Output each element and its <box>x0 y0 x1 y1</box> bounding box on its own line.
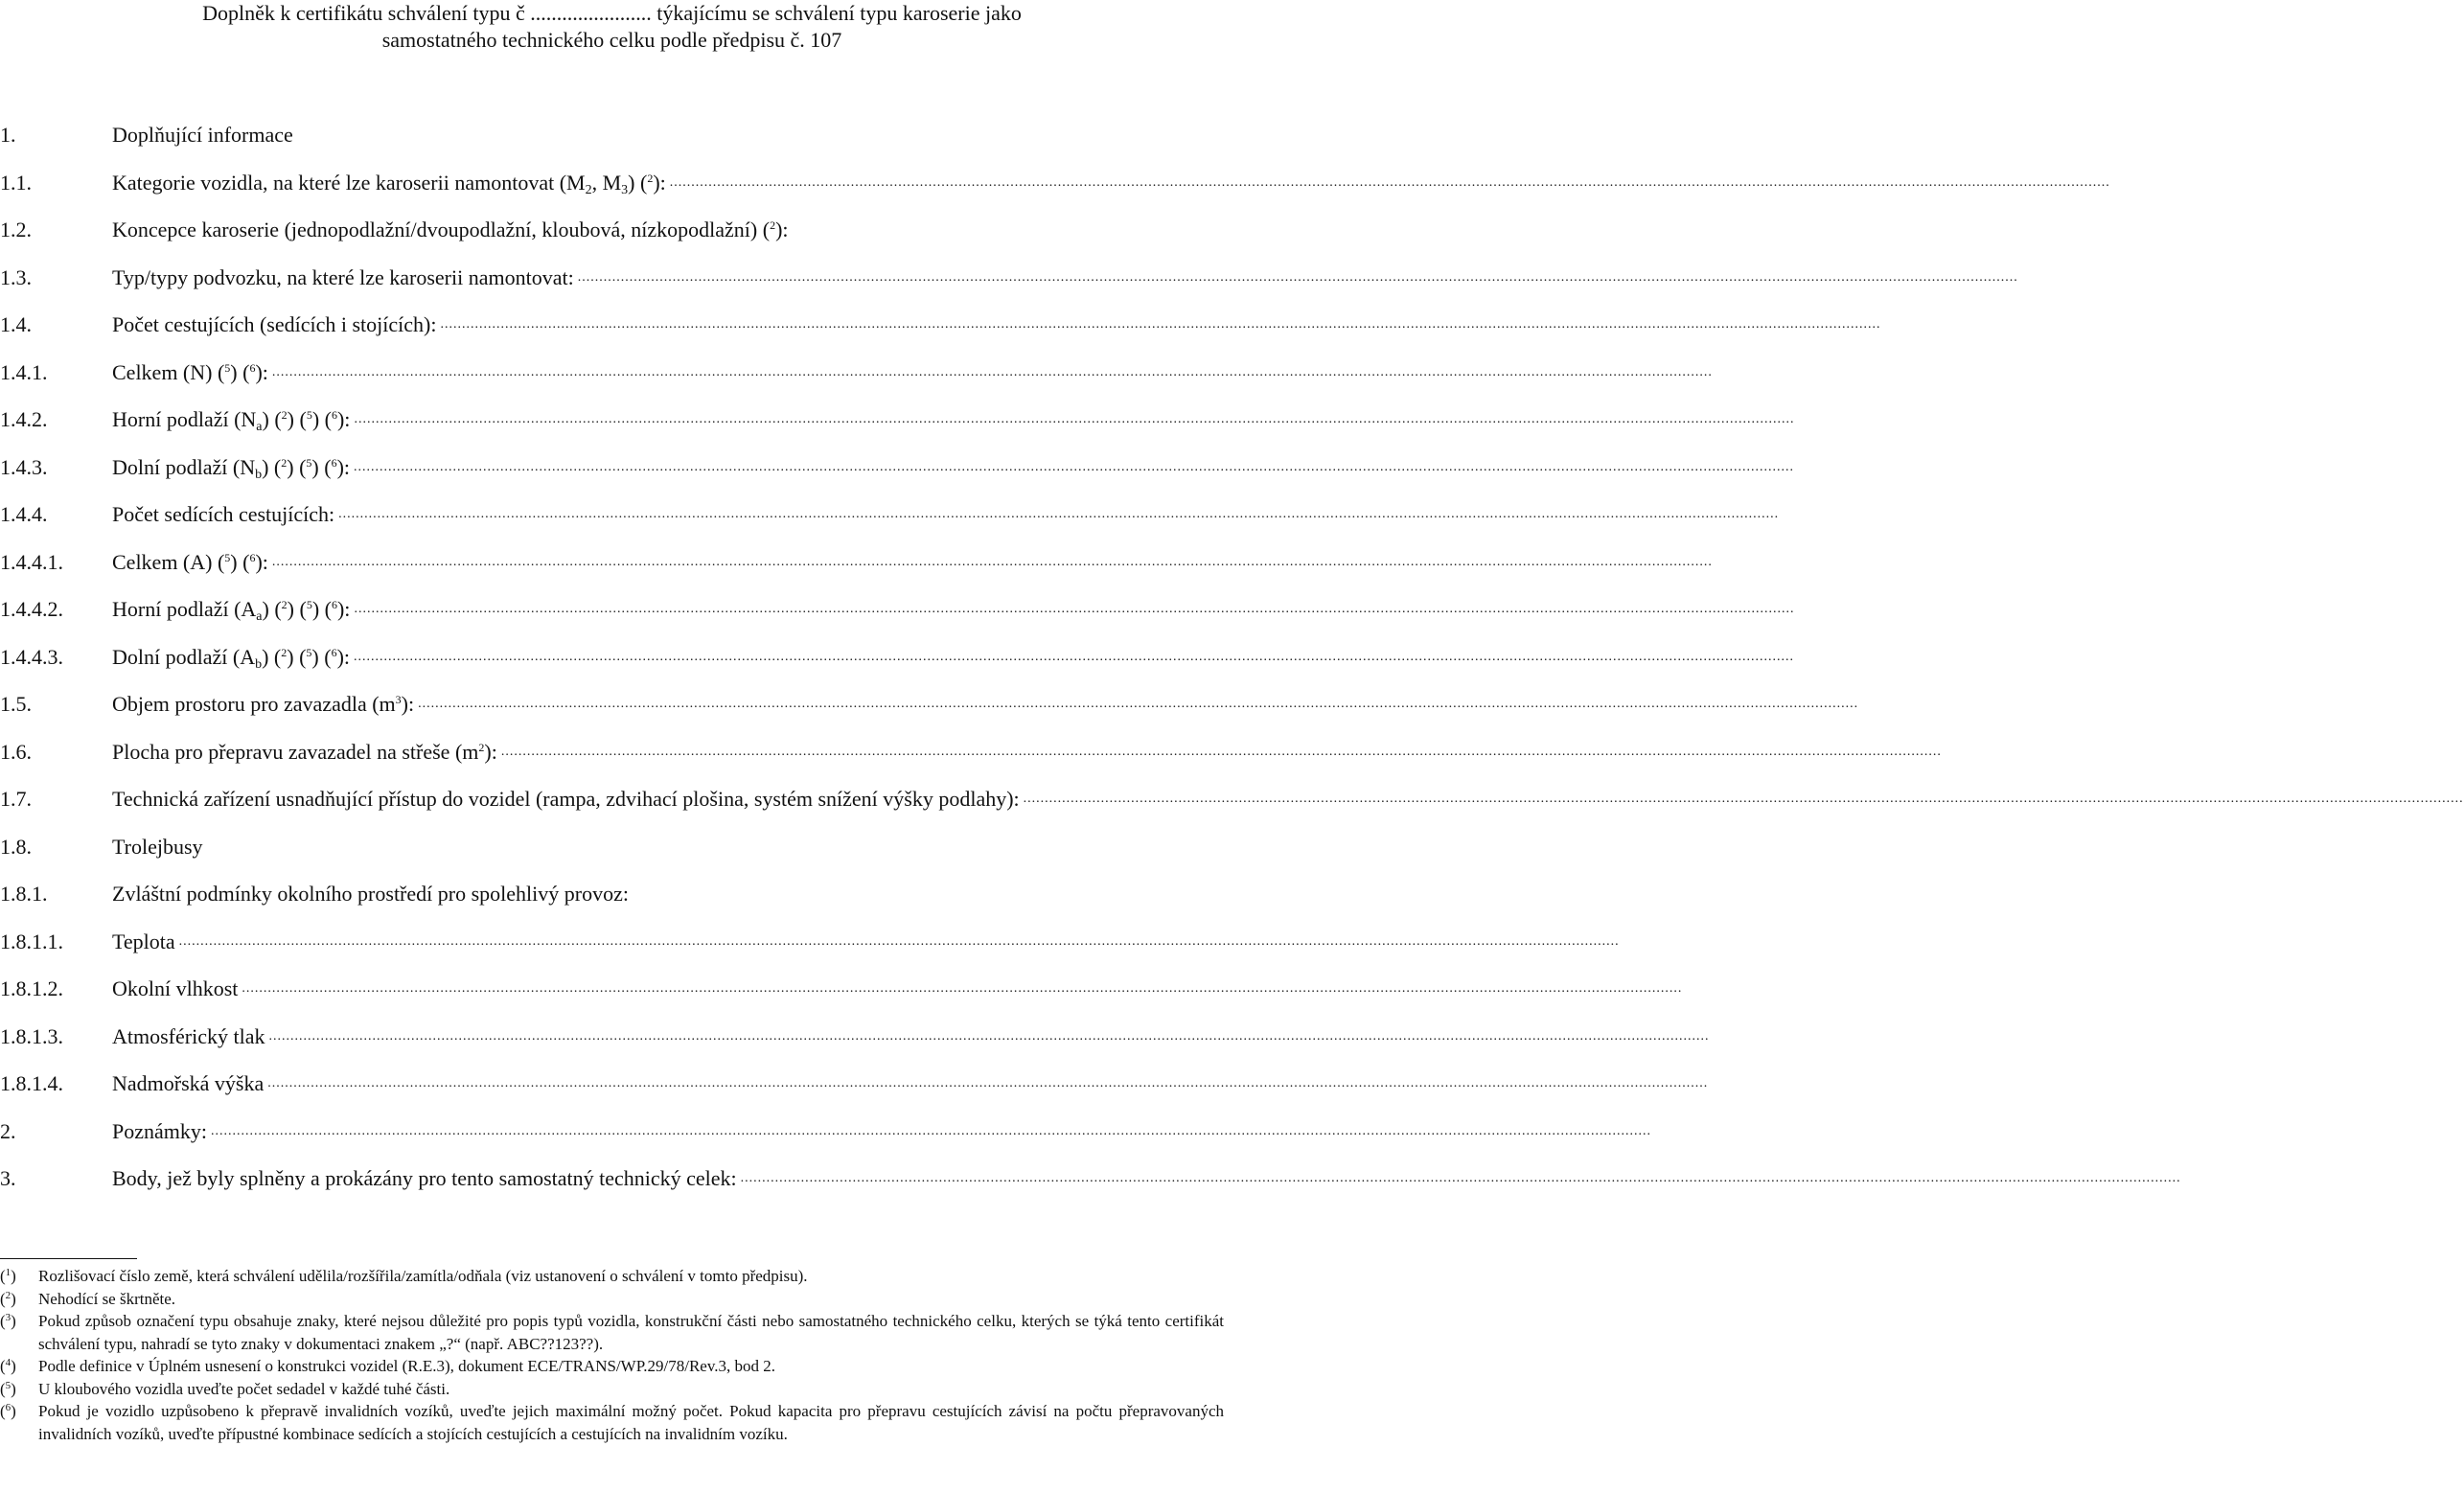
form-row <box>0 301 1881 349</box>
document-title <box>0 0 1224 54</box>
form-row <box>0 1013 1710 1061</box>
form-row <box>0 775 2464 823</box>
item-number: 1.8.1.1. <box>0 929 63 953</box>
item-label: Kategorie vozidla, na které lze karoserii namontovat ($M_2$, $M_3$) ($^2$): <box>112 170 666 197</box>
item-number: 1.4.4. <box>0 502 48 526</box>
section-heading <box>0 111 1224 159</box>
item-number: 1.4.2. <box>0 407 48 431</box>
footnote-marker: ($^6$) <box>0 1402 16 1420</box>
form-row <box>0 159 2110 207</box>
item-number: 1.6. <box>0 739 32 764</box>
item-label: Okolní vlhkost <box>112 976 239 1000</box>
footnote-marker: ($^3$) <box>0 1312 16 1330</box>
fill-in-dots: .............................................................................................................................................................................................................................................................................................................................................. <box>338 507 1780 521</box>
item-label: Body, jež byly splněny a prokázány pro tento samostatný technický celek: <box>112 1166 737 1190</box>
item-number: 1.1. <box>0 170 32 195</box>
item-label: Trolejbusy <box>112 834 203 859</box>
item-number: 1.8.1. <box>0 882 48 906</box>
item-label: Teplota <box>112 929 175 953</box>
footnote-marker: ($^5$) <box>0 1379 16 1398</box>
item-number: 1.4.3. <box>0 454 48 479</box>
item-number: 1.4.4.1. <box>0 549 63 574</box>
footnote <box>0 1265 1224 1288</box>
item-label: Počet sedících cestujících: <box>112 502 335 526</box>
item-label: Nadmořská výška <box>112 1071 265 1095</box>
item-number: 1.8.1.2. <box>0 976 63 1000</box>
footnote <box>0 1355 1224 1378</box>
item-label: Atmosférický tlak <box>112 1023 265 1048</box>
item-label: Doplňující informace <box>112 123 293 147</box>
footnote <box>0 1310 1224 1355</box>
item-number: 1.5. <box>0 692 32 716</box>
form-row <box>0 491 1780 539</box>
form-row <box>0 585 1795 633</box>
item-label: Dolní podlaží $(N_b)$ ($^2$) ($^5$) ($^6$): <box>112 454 351 482</box>
item-label: Dolní podlaží $(A_b)$ ($^2$) ($^5$) ($^6$): <box>112 644 351 672</box>
footnotes <box>0 1265 1224 1445</box>
fill-in-dots: .............................................................................................................................................................................................................................................................................................................................................. <box>271 364 1713 379</box>
item-number: 1.2. <box>0 218 32 241</box>
item-label: Objem prostoru pro zavazadla $(m^3)$: <box>112 692 415 716</box>
form-row <box>0 1155 2181 1203</box>
fill-in-dots: .............................................................................................................................................................................................................................................................................................................................................. <box>577 269 2018 285</box>
item-number: 1.4.4.2. <box>0 597 63 621</box>
footnote <box>0 1378 1224 1401</box>
form-row <box>0 444 1795 492</box>
footnote-text: Podle definice v Úplném usnesení o konstrukci vozidel (R.E.3), dokument ECE/TRANS/WP.29/78/Rev.3, bod 2. <box>38 1357 776 1375</box>
form-row <box>0 680 1859 728</box>
form-row <box>0 823 1224 871</box>
item-number: 1.4.1. <box>0 359 48 384</box>
item-label: Koncepce karoserie (jednopodlažní/dvoupodlažní, kloubová, nízkopodlažní) ($^2$): <box>112 218 789 241</box>
item-number: 1. <box>0 123 16 147</box>
footnote-marker: ($^1$) <box>0 1267 16 1285</box>
form-row <box>0 870 1224 918</box>
form-row <box>0 633 1795 681</box>
item-number: 2. <box>0 1118 16 1143</box>
item-number: 1.4.4.3. <box>0 644 63 669</box>
item-label: Počet cestujících (sedících i stojících): <box>112 312 437 336</box>
fill-in-dots: .............................................................................................................................................................................................................................................................................................................................................. <box>354 459 1795 474</box>
fill-in-dots: .............................................................................................................................................................................................................................................................................................................................................. <box>242 981 1683 996</box>
fill-in-dots: .............................................................................................................................................................................................................................................................................................................................................. <box>354 602 1795 616</box>
footnote-marker: ($^2$) <box>0 1289 16 1308</box>
form-row <box>0 254 2018 302</box>
fill-in-dots: .............................................................................................................................................................................................................................................................................................................................................. <box>178 933 1620 949</box>
item-label: Technická zařízení usnadňující přístup do vozidel (rampa, zdvihací plošina, systém snížení výšky podlahy): <box>112 787 1020 811</box>
form-row <box>0 539 1713 586</box>
title-line-2: samostatného technického celku podle předpisu č. 107 <box>381 28 842 52</box>
footnote-text: Rozlišovací číslo země, která schválení udělila/rozšířila/zamítla/odňala (viz ustanovení o schválení v tomto předpisu). <box>38 1267 808 1285</box>
form-row <box>0 965 1683 1013</box>
form-row <box>0 728 1942 776</box>
fill-in-dots: .............................................................................................................................................................................................................................................................................................................................................. <box>268 1028 1710 1044</box>
item-number: 1.4. <box>0 312 32 336</box>
fill-in-dots: .............................................................................................................................................................................................................................................................................................................................................. <box>418 697 1859 711</box>
item-number: 1.3. <box>0 264 32 289</box>
item-label: Typ/typy podvozku, na které lze karoserii namontovat: <box>112 264 574 289</box>
footnote-text: U kloubového vozidla uveďte počet sedadel v každé tuhé části. <box>38 1379 450 1398</box>
fill-in-dots: .............................................................................................................................................................................................................................................................................................................................................. <box>211 1123 1651 1138</box>
item-number: 1.8.1.4. <box>0 1071 63 1095</box>
title-line-1: Doplněk k certifikátu schválení typu č ....................... týkajícímu se schválení typu karoserie jako <box>202 1 1022 25</box>
form-row <box>0 396 1795 444</box>
form-row <box>0 918 1620 966</box>
item-number: 1.8. <box>0 834 32 859</box>
item-label: Plocha pro přepravu zavazadel na střeše $(m^2)$: <box>112 739 497 764</box>
fill-in-dots: .............................................................................................................................................................................................................................................................................................................................................. <box>354 649 1795 664</box>
form-items <box>0 111 2464 1203</box>
item-label: Poznámky: <box>112 1118 207 1143</box>
item-number: 1.8.1.3. <box>0 1023 63 1048</box>
footnote-text: Pokud je vozidlo uzpůsobeno k přepravě invalidních vozíků, uveďte jejich maximální možný počet. Pokud kapacita pro přepravu cestujících závisí na počtu přepravovaných invalidních vozíků, uveďte přípustné kombinace sedících a stojících cestujících a cestujících na invalidním vozíku. <box>38 1402 1224 1443</box>
item-label: Zvláštní podmínky okolního prostředí pro spolehlivý provoz: <box>112 882 629 906</box>
item-label: Celkem (A) ($^5$) ($^6$): <box>112 549 268 574</box>
fill-in-dots: .............................................................................................................................................................................................................................................................................................................................................. <box>354 412 1795 426</box>
form-row <box>0 206 1224 254</box>
form-row <box>0 1108 1651 1156</box>
fill-in-dots: .............................................................................................................................................................................................................................................................................................................................................. <box>669 174 2110 190</box>
form-row <box>0 349 1713 397</box>
item-number: 1.7. <box>0 787 32 811</box>
fill-in-dots: .............................................................................................................................................................................................................................................................................................................................................. <box>267 1076 1709 1090</box>
form-row <box>0 1060 1709 1108</box>
footnote-text: Pokud způsob označení typu obsahuje znaky, které nejsou důležité pro popis typů vozidla, konstrukční části nebo samostatného technického celku, kterých se týká tento certifikát schválení typu, nahradí se tyto znaky v dokumentaci znakem „?“ (např. ABC??123??). <box>38 1312 1224 1353</box>
item-label: Horní podlaží $(A_a)$ ($^2$) ($^5$) ($^6$): <box>112 597 351 624</box>
footnote-divider <box>0 1258 137 1259</box>
fill-in-dots: .............................................................................................................................................................................................................................................................................................................................................. <box>271 554 1713 569</box>
footnote-text: Nehodící se škrtněte. <box>38 1289 176 1308</box>
fill-in-dots: .............................................................................................................................................................................................................................................................................................................................................. <box>500 744 1942 759</box>
fill-in-dots: .............................................................................................................................................................................................................................................................................................................................................. <box>1023 792 2464 806</box>
fill-in-dots: .............................................................................................................................................................................................................................................................................................................................................. <box>740 1171 2181 1185</box>
fill-in-dots: .............................................................................................................................................................................................................................................................................................................................................. <box>440 317 1881 332</box>
item-number: 3. <box>0 1166 16 1190</box>
footnote <box>0 1400 1224 1445</box>
footnote <box>0 1288 1224 1311</box>
footnote-marker: ($^4$) <box>0 1357 16 1375</box>
item-label: Celkem (N) ($^5$) ($^6$): <box>112 359 268 384</box>
item-label: Horní podlaží $(N_a)$ ($^2$) ($^5$) ($^6$): <box>112 407 351 434</box>
